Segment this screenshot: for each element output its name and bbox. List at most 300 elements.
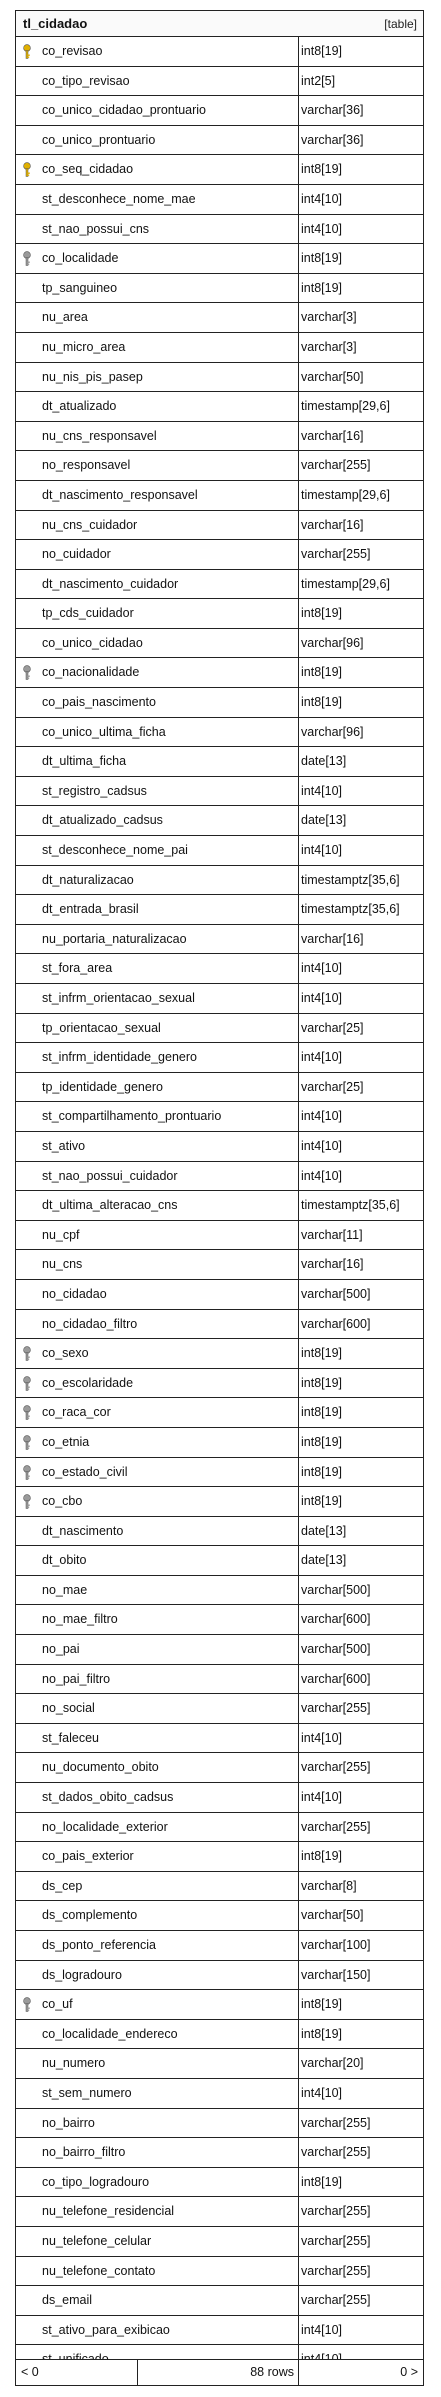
column-name: co_pais_exterior — [38, 1842, 299, 1871]
column-type: varchar[25] — [301, 1020, 364, 1035]
column-row[interactable] — [16, 1102, 423, 1132]
column-row[interactable] — [16, 2316, 423, 2346]
key-cell — [16, 1872, 38, 1901]
column-name: ds_ponto_referencia — [38, 1931, 299, 1960]
column-name: co_nacionalidade — [38, 658, 299, 687]
key-cell — [16, 155, 38, 184]
column-row[interactable] — [16, 363, 423, 393]
column-name: no_cidadao — [38, 1280, 299, 1309]
column-row[interactable] — [16, 155, 423, 185]
key-cell — [16, 2109, 38, 2138]
column-name: st_desconhece_nome_pai — [38, 836, 299, 865]
column-type: varchar[255] — [301, 458, 371, 473]
column-type: date[13] — [301, 754, 347, 769]
column-name: ds_cep — [38, 1872, 299, 1901]
column-row[interactable] — [16, 925, 423, 955]
column-type: int4[10] — [301, 991, 343, 1005]
key-cell — [16, 866, 38, 895]
column-name: nu_telefone_residencial — [38, 2197, 299, 2226]
column-name: tp_identidade_genero — [38, 1073, 299, 1102]
column-type: varchar[255] — [301, 1819, 371, 1834]
key-cell — [16, 1635, 38, 1664]
column-row[interactable] — [16, 1842, 423, 1872]
column-row[interactable] — [16, 1132, 423, 1162]
column-row[interactable] — [16, 185, 423, 215]
column-name: st_nao_possui_cuidador — [38, 1162, 299, 1191]
key-cell — [16, 2079, 38, 2108]
column-type: timestamp[29,6] — [301, 576, 390, 591]
column-name: st_fora_area — [38, 954, 299, 983]
column-type: int8[19] — [301, 2026, 343, 2041]
column-row[interactable] — [16, 1339, 423, 1369]
key-cell — [16, 1073, 38, 1102]
column-name: dt_nascimento — [38, 1517, 299, 1546]
row-count: 88 rows — [138, 2360, 299, 2385]
key-cell — [16, 481, 38, 510]
column-row[interactable] — [16, 1961, 423, 1991]
key-cell — [16, 718, 38, 747]
column-row[interactable] — [16, 1250, 423, 1280]
key-cell — [16, 2257, 38, 2286]
key-cell — [16, 1398, 38, 1427]
column-type: int2[5] — [301, 73, 336, 88]
column-type: varchar[8] — [301, 1878, 357, 1893]
key-cell — [16, 37, 38, 66]
column-name: no_cidadao_filtro — [38, 1310, 299, 1339]
column-row[interactable] — [16, 1073, 423, 1103]
column-row[interactable] — [16, 481, 423, 511]
column-row[interactable] — [16, 1191, 423, 1221]
column-row[interactable] — [16, 1605, 423, 1635]
foreign-key-icon — [22, 1376, 32, 1392]
column-type: int4[10] — [301, 961, 343, 976]
column-row[interactable] — [16, 1043, 423, 1073]
previous-page-button[interactable]: < 0 — [16, 2360, 138, 2385]
column-type: varchar[600] — [301, 1671, 371, 1686]
column-name: st_compartilhamento_prontuario — [38, 1102, 299, 1131]
table-name: tl_cidadao — [23, 16, 88, 31]
column-row[interactable] — [16, 1014, 423, 1044]
key-cell — [16, 1369, 38, 1398]
column-type: varchar[600] — [301, 1612, 371, 1627]
column-row[interactable] — [16, 866, 423, 896]
column-name: nu_cns_cuidador — [38, 511, 299, 540]
column-row[interactable] — [16, 1783, 423, 1813]
column-row[interactable] — [16, 1487, 423, 1517]
foreign-key-icon — [22, 665, 32, 681]
column-name: co_sexo — [38, 1339, 299, 1368]
foreign-key-icon — [22, 1997, 32, 2013]
table-entity[interactable] — [15, 10, 424, 2386]
column-name: nu_telefone_contato — [38, 2257, 299, 2286]
column-type: int8[19] — [301, 695, 343, 710]
column-type: timestamp[29,6] — [301, 487, 390, 502]
column-name: no_mae_filtro — [38, 1605, 299, 1634]
column-row[interactable] — [16, 806, 423, 836]
column-type: varchar[500] — [301, 1582, 371, 1597]
column-type: varchar[16] — [301, 517, 364, 532]
column-name: co_cbo — [38, 1487, 299, 1516]
key-cell — [16, 1014, 38, 1043]
column-type: int4[10] — [301, 1138, 343, 1153]
column-type: timestamptz[35,6] — [301, 872, 400, 887]
column-name: co_escolaridade — [38, 1369, 299, 1398]
column-row[interactable] — [16, 1931, 423, 1961]
column-row[interactable] — [16, 303, 423, 333]
column-name: st_infrm_orientacao_sexual — [38, 984, 299, 1013]
key-cell — [16, 333, 38, 362]
column-row[interactable] — [16, 1458, 423, 1488]
column-type: int4[10] — [301, 221, 343, 236]
column-row[interactable] — [16, 2168, 423, 2198]
column-name: nu_portaria_naturalizacao — [38, 925, 299, 954]
column-name: co_unico_ultima_ficha — [38, 718, 299, 747]
column-type: varchar[96] — [301, 635, 364, 650]
column-type: int4[10] — [301, 1790, 343, 1805]
column-row[interactable] — [16, 954, 423, 984]
key-cell — [16, 1990, 38, 2019]
foreign-key-icon — [22, 1346, 32, 1362]
column-type: varchar[16] — [301, 931, 364, 946]
key-cell — [16, 1665, 38, 1694]
column-row[interactable] — [16, 1280, 423, 1310]
column-type: varchar[3] — [301, 310, 357, 325]
column-row[interactable] — [16, 1665, 423, 1695]
column-name: co_unico_cidadao — [38, 629, 299, 658]
key-cell — [16, 185, 38, 214]
column-row[interactable] — [16, 688, 423, 718]
column-type: int8[19] — [301, 251, 343, 266]
column-name: co_uf — [38, 1990, 299, 2019]
column-type: varchar[600] — [301, 1316, 371, 1331]
column-name: nu_nis_pis_pasep — [38, 363, 299, 392]
column-row[interactable] — [16, 2020, 423, 2050]
column-row[interactable] — [16, 1162, 423, 1192]
key-cell — [16, 1783, 38, 1812]
column-type: varchar[36] — [301, 132, 364, 147]
column-name: st_infrm_identidade_genero — [38, 1043, 299, 1072]
column-row[interactable] — [16, 1813, 423, 1843]
column-name: dt_naturalizacao — [38, 866, 299, 895]
column-name: dt_ultima_alteracao_cns — [38, 1191, 299, 1220]
column-name: no_cuidador — [38, 540, 299, 569]
key-cell — [16, 954, 38, 983]
key-cell — [16, 925, 38, 954]
column-type: timestamptz[35,6] — [301, 1198, 400, 1213]
column-row[interactable] — [16, 1901, 423, 1931]
column-row[interactable] — [16, 1990, 423, 2020]
key-cell — [16, 1605, 38, 1634]
column-row[interactable] — [16, 1872, 423, 1902]
column-name: co_tipo_logradouro — [38, 2168, 299, 2197]
column-row[interactable] — [16, 570, 423, 600]
key-cell — [16, 1458, 38, 1487]
column-name: nu_documento_obito — [38, 1753, 299, 1782]
key-cell — [16, 777, 38, 806]
column-name: dt_obito — [38, 1546, 299, 1575]
column-row[interactable] — [16, 1694, 423, 1724]
column-row[interactable] — [16, 244, 423, 274]
key-cell — [16, 688, 38, 717]
key-cell — [16, 2020, 38, 2049]
key-cell — [16, 96, 38, 125]
key-cell — [16, 540, 38, 569]
column-row[interactable] — [16, 747, 423, 777]
key-cell — [16, 2197, 38, 2226]
column-name: no_pai_filtro — [38, 1665, 299, 1694]
column-type: varchar[255] — [301, 1760, 371, 1775]
column-name: dt_nascimento_responsavel — [38, 481, 299, 510]
key-cell — [16, 1931, 38, 1960]
column-type: timestamptz[35,6] — [301, 902, 400, 917]
column-type: varchar[255] — [301, 2233, 371, 2248]
column-row[interactable] — [16, 126, 423, 156]
key-cell — [16, 2168, 38, 2197]
column-row[interactable] — [16, 1753, 423, 1783]
key-cell — [16, 1517, 38, 1546]
column-row[interactable] — [16, 1428, 423, 1458]
column-type: int4[10] — [301, 2085, 343, 2100]
key-cell — [16, 1694, 38, 1723]
column-name: co_estado_civil — [38, 1458, 299, 1487]
foreign-key-icon — [22, 1435, 32, 1451]
key-cell — [16, 1191, 38, 1220]
column-name: no_localidade_exterior — [38, 1813, 299, 1842]
column-type: int8[19] — [301, 44, 343, 58]
column-name: st_sem_numero — [38, 2079, 299, 2108]
column-type: int8[19] — [301, 162, 343, 177]
column-row[interactable] — [16, 895, 423, 925]
column-row[interactable] — [16, 422, 423, 452]
primary-key-icon — [22, 162, 32, 178]
column-name: no_pai — [38, 1635, 299, 1664]
column-type: date[13] — [301, 1553, 347, 1568]
column-name: nu_cns_responsavel — [38, 422, 299, 451]
key-cell — [16, 836, 38, 865]
column-row[interactable] — [16, 2227, 423, 2257]
column-row[interactable] — [16, 777, 423, 807]
column-row[interactable] — [16, 540, 423, 570]
column-type: int8[19] — [301, 1405, 343, 1420]
column-row[interactable] — [16, 984, 423, 1014]
key-cell — [16, 1753, 38, 1782]
column-row[interactable] — [16, 1310, 423, 1340]
column-name: ds_complemento — [38, 1901, 299, 1930]
column-name: tp_cds_cuidador — [38, 599, 299, 628]
column-row[interactable] — [16, 1221, 423, 1251]
key-cell — [16, 1250, 38, 1279]
column-type: int4[10] — [301, 1050, 343, 1065]
column-row[interactable] — [16, 1398, 423, 1428]
key-cell — [16, 1901, 38, 1930]
primary-key-icon — [22, 44, 32, 60]
column-name: co_pais_nascimento — [38, 688, 299, 717]
key-cell — [16, 806, 38, 835]
column-name: co_revisao — [38, 37, 299, 66]
column-row[interactable] — [16, 2138, 423, 2168]
key-cell — [16, 2316, 38, 2345]
column-name: co_etnia — [38, 1428, 299, 1457]
column-name: st_ativo_para_exibicao — [38, 2316, 299, 2345]
column-row[interactable] — [16, 392, 423, 422]
column-type: int8[19] — [301, 1849, 343, 1864]
column-name: dt_atualizado — [38, 392, 299, 421]
key-cell — [16, 1280, 38, 1309]
column-name: co_raca_cor — [38, 1398, 299, 1427]
key-cell — [16, 1961, 38, 1990]
column-name: st_dados_obito_cadsus — [38, 1783, 299, 1812]
column-row[interactable] — [16, 1724, 423, 1754]
column-name: no_bairro_filtro — [38, 2138, 299, 2167]
foreign-key-icon — [22, 251, 32, 267]
column-row[interactable] — [16, 2197, 423, 2227]
key-cell — [16, 392, 38, 421]
column-type: timestamp[29,6] — [301, 399, 390, 414]
key-cell — [16, 303, 38, 332]
column-name: nu_cpf — [38, 1221, 299, 1250]
column-row[interactable] — [16, 67, 423, 97]
column-type: varchar[255] — [301, 2204, 371, 2219]
column-type: varchar[100] — [301, 1938, 371, 1952]
column-name: nu_telefone_celular — [38, 2227, 299, 2256]
column-type: varchar[50] — [301, 1908, 364, 1923]
column-name: dt_atualizado_cadsus — [38, 806, 299, 835]
key-cell — [16, 1162, 38, 1191]
key-cell — [16, 2138, 38, 2167]
key-cell — [16, 215, 38, 244]
column-type: int4[10] — [301, 191, 343, 206]
key-cell — [16, 274, 38, 303]
column-type: varchar[500] — [301, 1286, 371, 1301]
table-header — [16, 11, 423, 37]
column-name: nu_numero — [38, 2049, 299, 2078]
column-type: int4[10] — [301, 843, 343, 858]
column-row[interactable] — [16, 215, 423, 245]
column-row[interactable] — [16, 2079, 423, 2109]
key-cell — [16, 126, 38, 155]
column-row[interactable] — [16, 1369, 423, 1399]
column-row[interactable] — [16, 2109, 423, 2139]
key-cell — [16, 1221, 38, 1250]
column-name: co_unico_prontuario — [38, 126, 299, 155]
column-type: int8[19] — [301, 1434, 343, 1449]
column-row[interactable] — [16, 96, 423, 126]
key-cell — [16, 1546, 38, 1575]
key-cell — [16, 244, 38, 273]
key-cell — [16, 1132, 38, 1161]
column-type: varchar[255] — [301, 2293, 371, 2308]
key-cell — [16, 1724, 38, 1753]
column-name: co_tipo_revisao — [38, 67, 299, 96]
column-type: int4[10] — [301, 783, 343, 798]
column-name: nu_micro_area — [38, 333, 299, 362]
column-name: tp_sanguineo — [38, 274, 299, 303]
column-row[interactable] — [16, 836, 423, 866]
key-cell — [16, 658, 38, 687]
column-type: int8[19] — [301, 1494, 343, 1509]
column-name: st_ativo — [38, 1132, 299, 1161]
column-row[interactable] — [16, 2257, 423, 2287]
column-type: int8[19] — [301, 606, 343, 621]
column-type: varchar[150] — [301, 1967, 371, 1982]
column-type: int8[19] — [301, 1464, 343, 1479]
column-name: no_bairro — [38, 2109, 299, 2138]
column-type: int8[19] — [301, 1346, 343, 1361]
column-type: date[13] — [301, 813, 347, 828]
column-type: varchar[255] — [301, 2263, 371, 2278]
key-cell — [16, 1043, 38, 1072]
table-footer — [16, 2359, 423, 2385]
column-row[interactable] — [16, 37, 423, 67]
column-type: varchar[96] — [301, 724, 364, 739]
column-row[interactable] — [16, 599, 423, 629]
column-name: st_desconhece_nome_mae — [38, 185, 299, 214]
column-type: int8[19] — [301, 1375, 343, 1390]
column-name: tp_orientacao_sexual — [38, 1014, 299, 1043]
column-type: varchar[25] — [301, 1079, 364, 1094]
key-cell — [16, 629, 38, 658]
column-type: int8[19] — [301, 1997, 343, 2012]
column-name: st_nao_possui_cns — [38, 215, 299, 244]
column-type: varchar[255] — [301, 2115, 371, 2130]
key-cell — [16, 1487, 38, 1516]
column-name: dt_entrada_brasil — [38, 895, 299, 924]
column-row[interactable] — [16, 1635, 423, 1665]
column-type: varchar[11] — [301, 1227, 363, 1242]
column-row[interactable] — [16, 451, 423, 481]
column-name: co_seq_cidadao — [38, 155, 299, 184]
column-row[interactable] — [16, 333, 423, 363]
column-name: st_faleceu — [38, 1724, 299, 1753]
key-cell — [16, 2286, 38, 2315]
foreign-key-icon — [22, 1494, 32, 1510]
key-cell — [16, 2227, 38, 2256]
column-type: int4[10] — [301, 1109, 343, 1124]
column-row[interactable] — [16, 511, 423, 541]
next-page-button[interactable]: 0 > — [400, 2365, 418, 2379]
column-type: int4[10] — [301, 1730, 343, 1745]
foreign-key-icon — [22, 1465, 32, 1481]
key-cell — [16, 451, 38, 480]
key-cell — [16, 895, 38, 924]
column-type: varchar[255] — [301, 1701, 371, 1716]
column-row[interactable] — [16, 658, 423, 688]
key-cell — [16, 1339, 38, 1368]
key-cell — [16, 1102, 38, 1131]
key-cell — [16, 67, 38, 96]
column-name: co_localidade_endereco — [38, 2020, 299, 2049]
key-cell — [16, 599, 38, 628]
column-row[interactable] — [16, 718, 423, 748]
column-row[interactable] — [16, 2049, 423, 2079]
column-row[interactable] — [16, 1546, 423, 1576]
column-type: varchar[50] — [301, 369, 364, 384]
column-row[interactable] — [16, 2286, 423, 2316]
column-name: co_localidade — [38, 244, 299, 273]
column-row[interactable] — [16, 629, 423, 659]
column-row[interactable] — [16, 1517, 423, 1547]
column-name: no_mae — [38, 1576, 299, 1605]
key-cell — [16, 747, 38, 776]
column-type: varchar[16] — [301, 1257, 364, 1272]
key-cell — [16, 1310, 38, 1339]
column-row[interactable] — [16, 1576, 423, 1606]
column-type: date[13] — [301, 1523, 347, 1538]
column-type: varchar[255] — [301, 547, 371, 562]
column-row[interactable] — [16, 274, 423, 304]
key-cell — [16, 2049, 38, 2078]
foreign-key-icon — [22, 1405, 32, 1421]
